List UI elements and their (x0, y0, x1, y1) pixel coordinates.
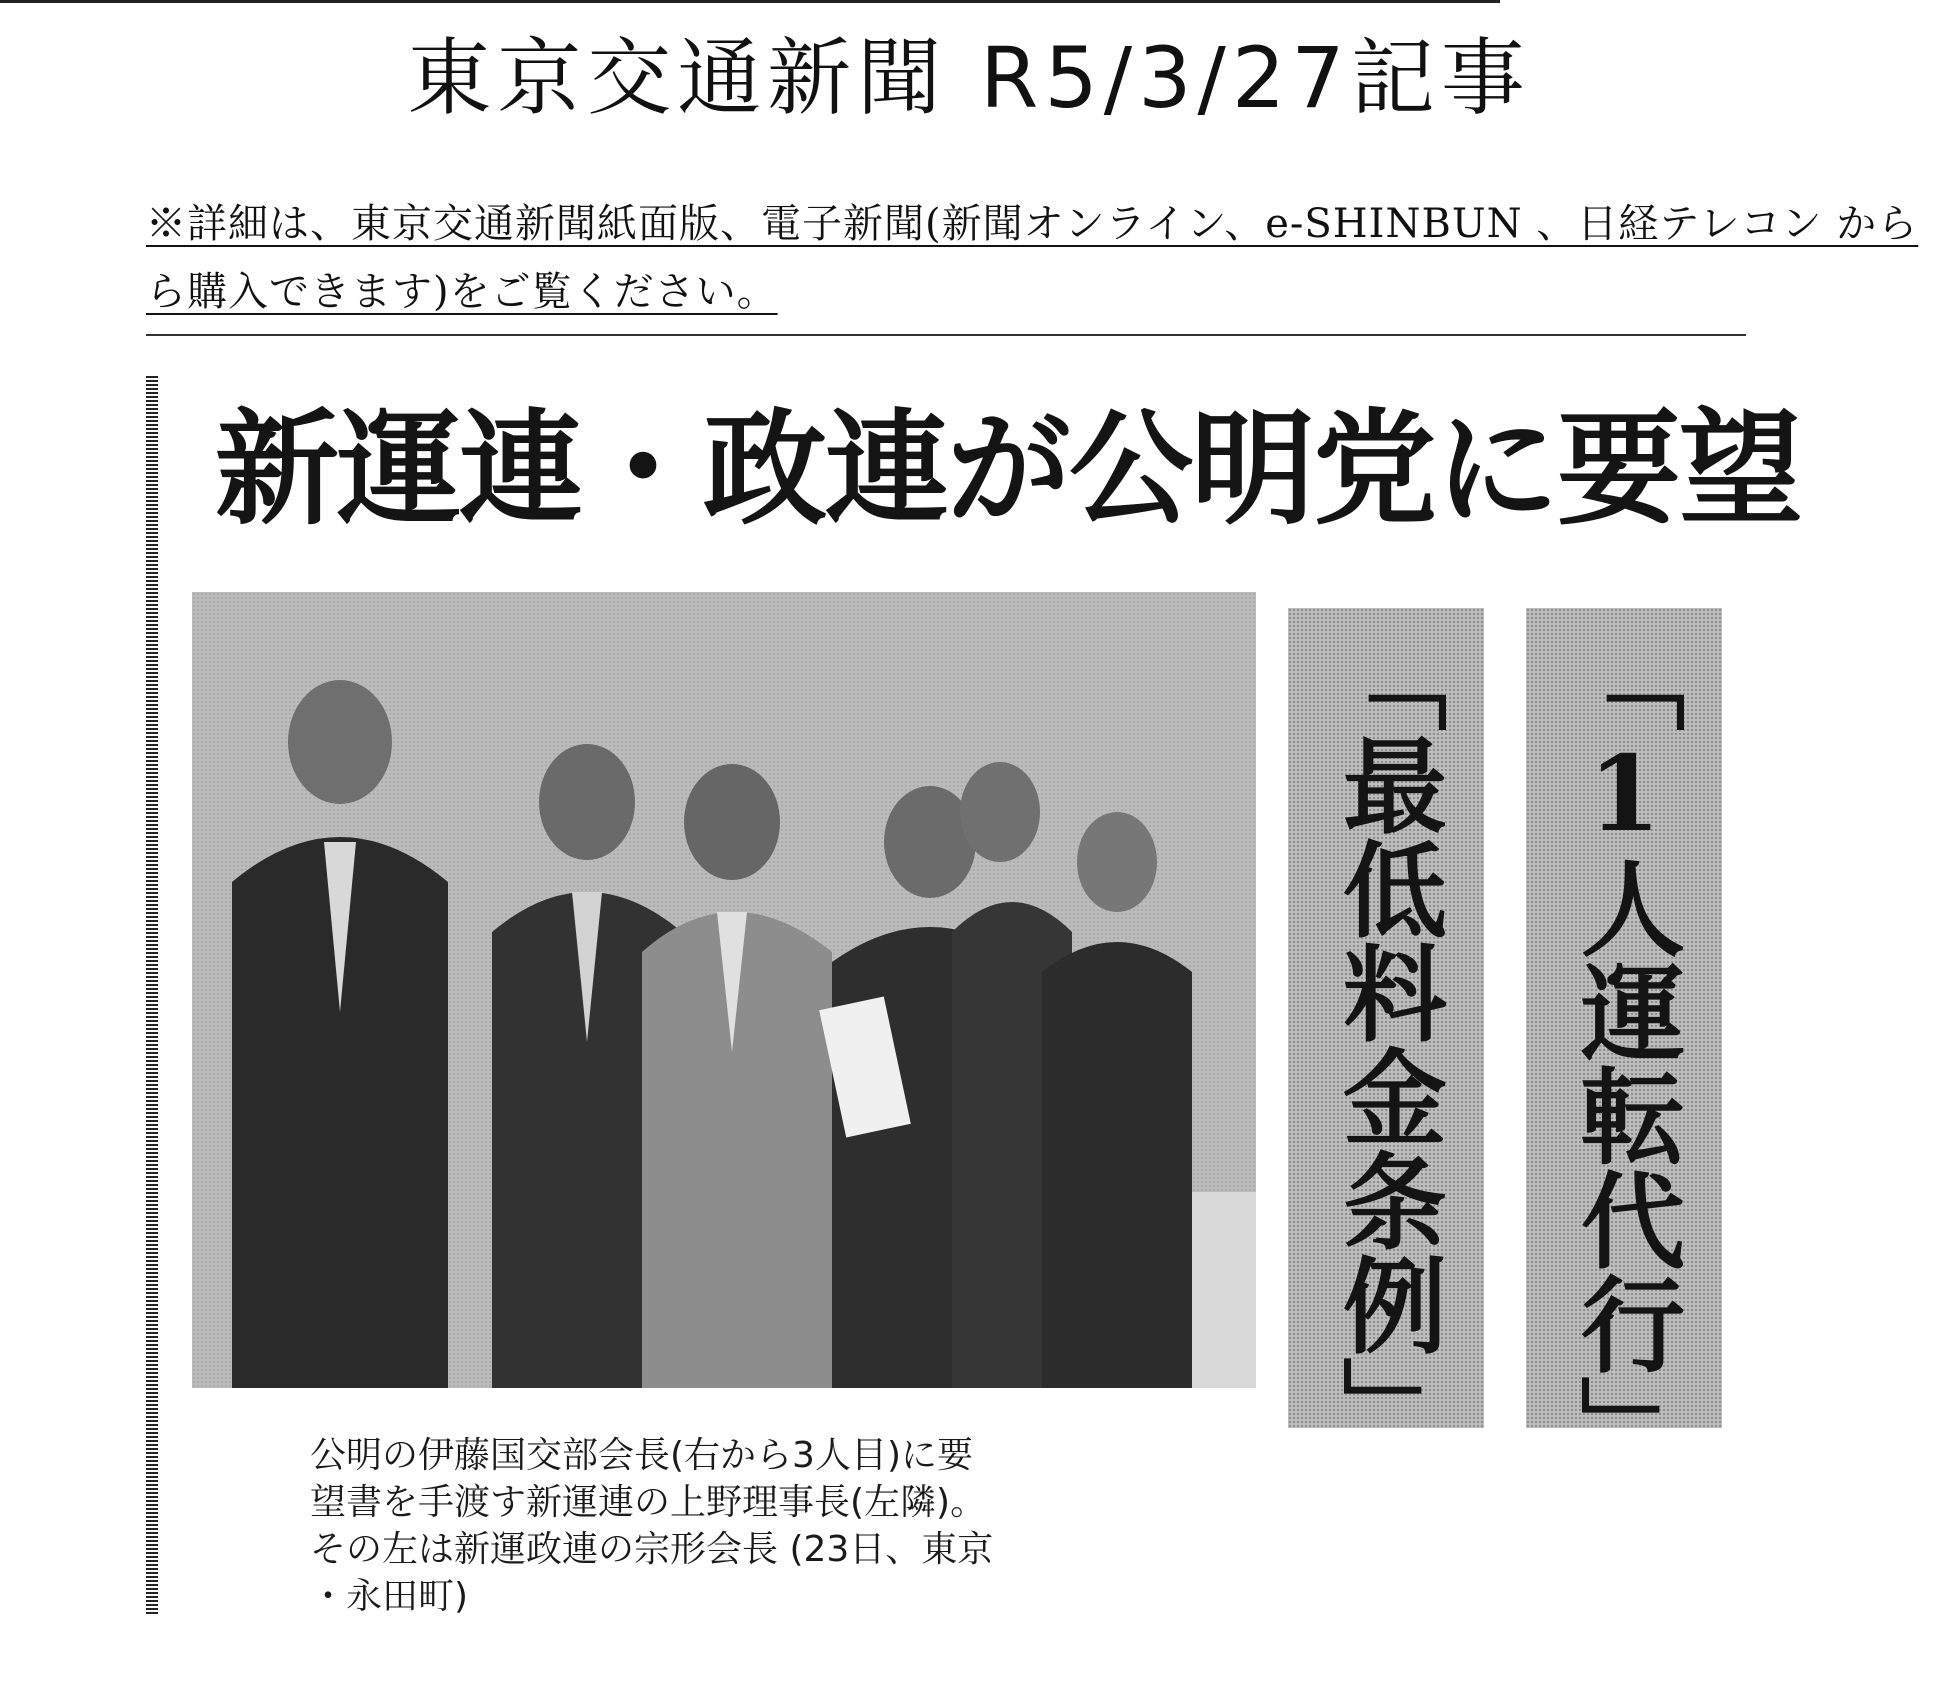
caption-line: ・永田町) (310, 1576, 469, 1617)
column-rule (146, 376, 158, 1616)
notice-line-2: ら購入できます)をご覧ください。 (146, 269, 778, 315)
divider (146, 334, 1746, 336)
top-rule (0, 0, 1500, 3)
notice-line-1: ※詳細は、東京交通新聞紙面版、電子新聞(新聞オンライン、e-SHINBUN 、日経テレコン から (146, 201, 1919, 247)
page-title: 東京交通新聞 R5/3/27記事 (407, 29, 1531, 127)
purchase-notice (146, 190, 1936, 326)
subhead-minimum-fare: 「最低料金条例」 (1288, 608, 1484, 1428)
photo-caption (310, 1432, 1190, 1620)
photo-illustration (192, 592, 1256, 1388)
article-headline: 新運連・政連が公明党に要望 (215, 398, 1802, 542)
news-photo (192, 592, 1256, 1388)
caption-line: その左は新運政連の宗形会長 (23日、東京 (310, 1529, 994, 1570)
subhead-one-person-driving: 「1人運転代行」 (1526, 608, 1722, 1428)
caption-line: 公明の伊藤国交部会長(右から3人目)に要 (310, 1435, 973, 1476)
caption-line: 望書を手渡す新運連の上野理事長(左隣)。 (310, 1482, 987, 1523)
